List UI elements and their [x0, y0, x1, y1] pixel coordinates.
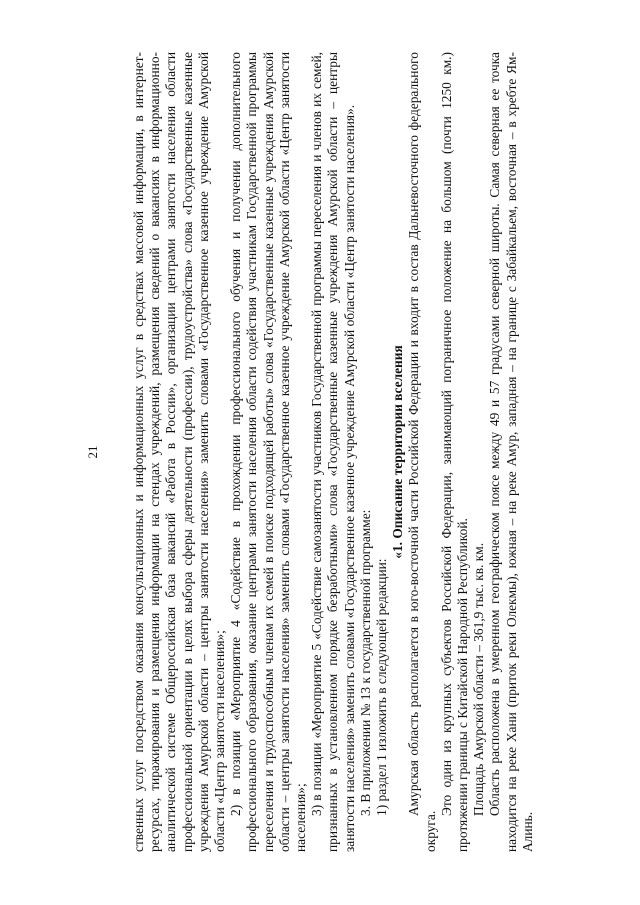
paragraph-6: Амурская область располагается в юго-восточной части Российской Федерации и входит в состав Дальневосточного федерального округа. — [406, 52, 438, 852]
paragraph-4: 3. В приложении № 13 к государственной программе: — [357, 509, 373, 816]
paragraph-2: 2) в позиции «Мероприятие 4 «Содействие в прохождении профессионального обучения и получении дополнительного профессионального образования, оказание центрами занятости населения области содействия участникам Государственной программы переселения и трудоспособным членам их семей в поиске подходящей работы» слова «Государственные казенные учреждения Амурской области – центры занятости населения» заменить словами «Государственное казенное учреждение Амурской области «Центр занятости населения»; — [228, 52, 309, 852]
body-text — [131, 52, 536, 852]
page-number: 21 — [85, 445, 100, 459]
rotated-text-block — [85, 52, 555, 852]
paragraph-7: Это один из крупных субъектов Российской Федерации, занимающий пограничное положение на большом (почти 1250 км.) протяжении границы с Китайской Народной Республикой. — [438, 52, 471, 852]
section-heading: «1. Описание территории вселения — [390, 345, 406, 559]
paragraph-8: Площадь Амурской области – 361,9 тыс. кв. км. — [471, 542, 487, 816]
paragraph-5: 1) раздел 1 изложить в следующей редакции: — [374, 558, 390, 816]
paragraph-9: Область расположена в умеренном географическом поясе между 49 и 57 градусами северной широты. Самая северная ее точка находится на реке Хани (приток реки Олекмы), южная – на реке Амур, западная – на границе с Забайкальем, восточная – в хребте Ям-Алинь. — [487, 52, 535, 852]
paragraph-3: 3) в позиции «Мероприятие 5 «Содействие самозанятости участников Государственной программы переселения и членов их семей, признанных в установленном порядке безработными» слова «Государственные казенные учреждения Амурской области – центры занятости населения» заменить словами «Государственное казенное учреждение Амурской области «Центр занятости населения». — [309, 52, 357, 852]
paragraph-1: ственных услуг посредством оказания консультационных и информационных услуг в средствах массовой информации, в интернет-ресурсах, тиражирования и размещения информации на стендах учреждений, размещения сведений о вакансиях в информационно-аналитической системе Общероссийская база вакансий «Работа в России», организации центрами занятости населения области профессиональной ориентации в целях выбора сферы деятельности (профессии), трудоустройства» слова «Государственные казенные учреждения Амурской области – центры занятости населения» заменить словами «Государственное казенное учреждение Амурской области «Центр занятости населения»; — [131, 52, 228, 852]
